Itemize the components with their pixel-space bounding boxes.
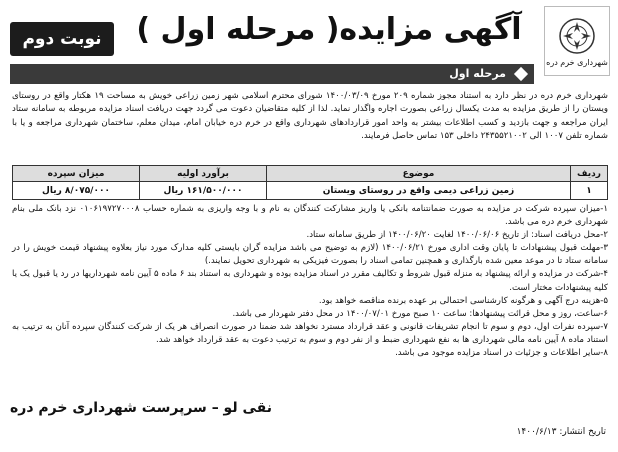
term-item: ۵-هزینه درج آگهی و هرگونه کارشناسی احتمالی بر عهده برنده مناقصه خواهد بود. bbox=[318, 295, 608, 306]
tender-table bbox=[12, 165, 608, 200]
term-item: ۲-محل دریافت اسناد: از تاریخ ۱۴۰۰/۰۶/۰۶ لغایت ۱۴۰۰/۰۶/۲۰ از طریق سامانه ستاد. bbox=[306, 230, 608, 241]
stage-bar: مرحله اول bbox=[10, 64, 534, 84]
term-item: ۴-شرکت در مزایده و ارائه پیشنهاد به منزله قبول شروط و تکالیف مقرر در اسناد مزایده بوده و شهرداری به استناد بند ۶ ماده ۵ آیین نامه شهرداریها در رد یا قبول یک یا کلیه پیشنهادات مختار است. bbox=[12, 269, 609, 293]
publish-date: تاریخ انتشار: ۱۴۰۰/۶/۱۳ bbox=[516, 427, 606, 437]
terms-list bbox=[12, 203, 608, 360]
cell-row-number: ۱ bbox=[571, 182, 608, 200]
header-subject: موضوع bbox=[267, 166, 571, 182]
notice-title: آگهی مزایده( مرحله اول ) bbox=[136, 12, 522, 47]
header-base-estimate: برآورد اولیه bbox=[140, 166, 267, 182]
signature: نقی لو – سرپرست شهرداری خرم دره bbox=[10, 400, 272, 416]
term-item: ۸-سایر اطلاعات و جزئیات در اسناد مزایده موجود می باشد. bbox=[395, 348, 608, 359]
header-row-number: ردیف bbox=[571, 166, 608, 182]
header-deposit: میزان سپرده bbox=[13, 166, 140, 182]
cell-base-estimate: ۱۶۱/۵۰۰/۰۰۰ ریال bbox=[140, 182, 267, 200]
emblem-icon bbox=[557, 16, 597, 56]
intro-paragraph: شهرداری خرم دره در نظر دارد به استناد مجوز شماره ۲۰۹ مورخ ۱۴۰۰/۰۳/۰۹ شورای محترم اسلامی شهر زمین زراعی خویش به مساحت ۱۹ هکتار واقع در روستای ویستان را از طریق مزایده به مدت یکسال زراعی بصورت اجاره واگذار نماید. لذا از کلیه متقاضیان دعوت می گردد جهت دریافت اسناد مزایده مربوطه به سامانه ستاد ایران مراجعه و جهت بازدید و کسب اطلاعات بیشتر به واحد امور قراردادهای شهرداری واقع در خرم دره خیابان امام، میدان معلم، ساختمان شهرداری مراجعه و یا با شماره تلفن ۱۰۰۷ الی ۲۴۳۵۵۲۱۰۰۲ داخلی ۱۵۳ تماس حاصل فرمایند. bbox=[12, 91, 608, 141]
term-item: ۶-ساعت، روز و محل قرائت پیشنهادها: ساعت ۱۰ صبح مورخ ۱۴۰۰/۰۷/۰۱ در محل دفتر شهردار می باشد. bbox=[232, 308, 608, 319]
cell-subject: زمین زراعی دیمی واقع در روستای ویستان bbox=[267, 182, 571, 200]
term-item: ۳-مهلت قبول پیشنهادات تا پایان وقت اداری مورخ ۱۴۰۰/۰۶/۲۱ (لازم به توضیح می باشد مزایده گران بایستی کلیه مدارک مورد نیاز بعلاوه پیشنهاد قیمت خویش را در سامانه ستاد تا در موعد معین شده بارگذاری و همچنین تمامی اسناد را بصورت فیزیکی به شهرداری تحویل نمایند.) bbox=[12, 243, 609, 267]
municipality-logo bbox=[544, 6, 610, 76]
round-badge: نوبت دوم bbox=[10, 22, 114, 56]
cell-deposit: ۸/۰۷۵/۰۰۰ ریال bbox=[13, 182, 140, 200]
term-item: ۷-سپرده نفرات اول، دوم و سوم تا انجام تشریفات قانونی و عقد قرارداد مسترد نخواهد شد ضمنا در صورت انصراف هر یک از شرکت کنندگان سپرده آنان به ترتیب به استناد ماده ۸ آیین نامه مالی شهرداری ها به نفع شهرداری ضبط و از نفر دوم و سوم به ترتیب دعوت به عقد قرارداد خواهد شد. bbox=[12, 321, 608, 345]
logo-caption: شهرداری خرم دره bbox=[546, 57, 608, 67]
table-row bbox=[13, 182, 608, 200]
table-header-row bbox=[13, 166, 608, 182]
term-item: ۱-میزان سپرده شرکت در مزایده به صورت ضمانتنامه بانکی یا واریز مشارکت کنندگان به نام و با وجه واریزی به شماره حساب ۰۱۰۶۱۹۷۲۷۰۰۰۸ نزد بانک ملی بنام شهرداری خرم دره می باشد. bbox=[12, 204, 608, 228]
